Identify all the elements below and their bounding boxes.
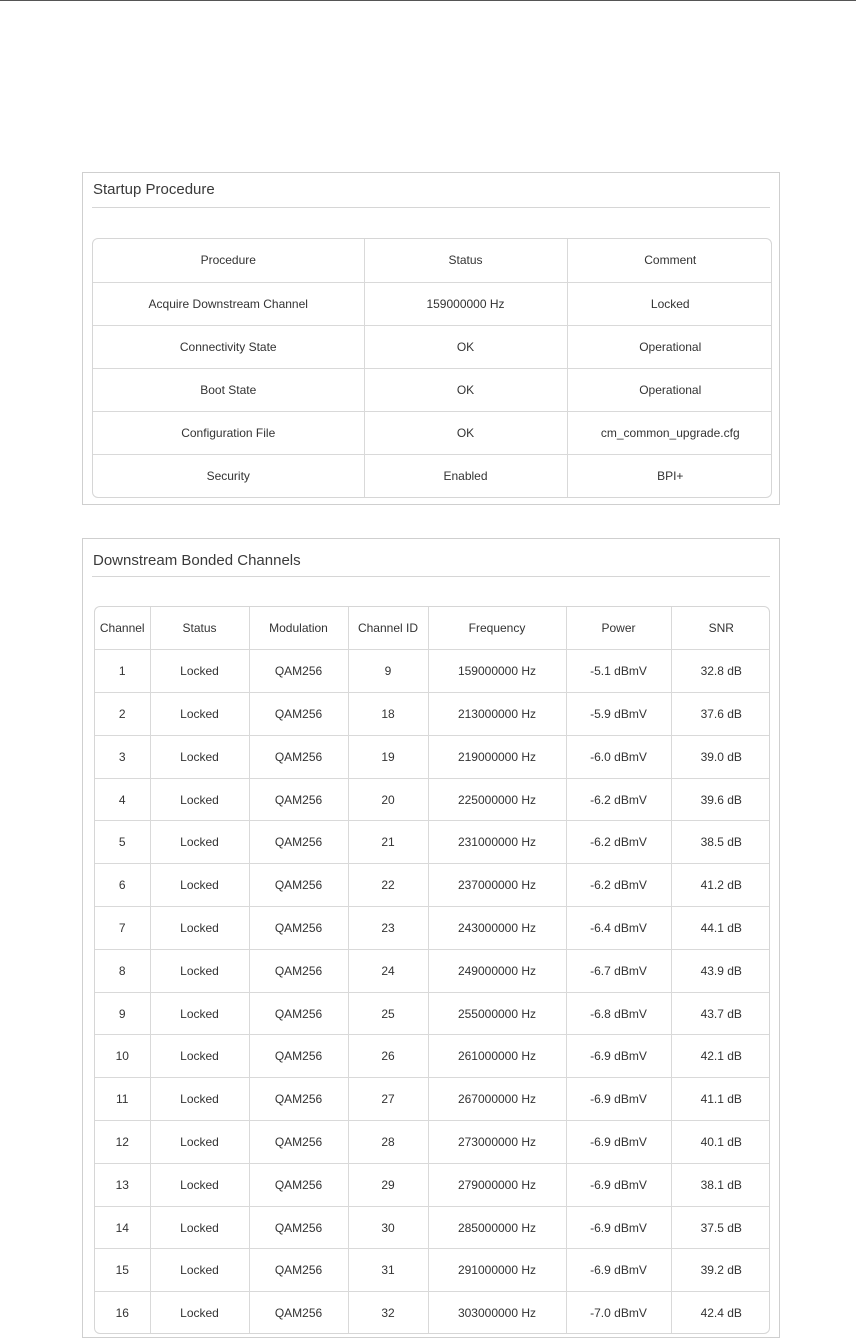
frequency-cell: 273000000 Hz [428, 1121, 566, 1164]
channel-id-cell: 27 [348, 1078, 428, 1121]
channel-id-cell: 24 [348, 949, 428, 992]
snr-cell: 43.9 dB [671, 949, 770, 992]
procedure-cell: Connectivity State [93, 325, 364, 368]
snr-cell: 40.1 dB [671, 1121, 770, 1164]
table-header-row [93, 239, 772, 282]
power-cell: -6.8 dBmV [566, 992, 671, 1035]
frequency-cell: 255000000 Hz [428, 992, 566, 1035]
table-row [95, 1163, 770, 1206]
snr-cell: 44.1 dB [671, 907, 770, 950]
modulation-cell: QAM256 [249, 1206, 348, 1249]
status-cell: Locked [150, 735, 249, 778]
channel-cell: 7 [95, 907, 150, 950]
power-cell: -6.2 dBmV [566, 821, 671, 864]
status-cell: Enabled [364, 454, 567, 497]
status-cell: Locked [150, 1249, 249, 1292]
column-header-channel-id: Channel ID [348, 607, 428, 650]
channel-id-cell: 32 [348, 1292, 428, 1334]
snr-cell: 39.6 dB [671, 778, 770, 821]
modulation-cell: QAM256 [249, 992, 348, 1035]
modulation-cell: QAM256 [249, 693, 348, 736]
table-row [93, 368, 772, 411]
table-row [95, 1249, 770, 1292]
top-divider [0, 0, 856, 1]
power-cell: -5.9 dBmV [566, 693, 671, 736]
frequency-cell: 291000000 Hz [428, 1249, 566, 1292]
channel-cell: 2 [95, 693, 150, 736]
snr-cell: 41.1 dB [671, 1078, 770, 1121]
startup-table-wrapper [92, 238, 772, 498]
downstream-channels-table [95, 607, 770, 1334]
table-row [93, 282, 772, 325]
procedure-cell: Security [93, 454, 364, 497]
modulation-cell: QAM256 [249, 1035, 348, 1078]
panel-divider [92, 207, 770, 208]
comment-cell: Operational [567, 368, 772, 411]
table-row [93, 454, 772, 497]
modulation-cell: QAM256 [249, 1121, 348, 1164]
status-cell: OK [364, 368, 567, 411]
comment-cell: BPI+ [567, 454, 772, 497]
frequency-cell: 303000000 Hz [428, 1292, 566, 1334]
channel-id-cell: 29 [348, 1163, 428, 1206]
comment-cell: cm_common_upgrade.cfg [567, 411, 772, 454]
modulation-cell: QAM256 [249, 1292, 348, 1334]
frequency-cell: 219000000 Hz [428, 735, 566, 778]
column-header-status: Status [364, 239, 567, 282]
channel-id-cell: 21 [348, 821, 428, 864]
channel-cell: 10 [95, 1035, 150, 1078]
snr-cell: 39.0 dB [671, 735, 770, 778]
channel-cell: 1 [95, 650, 150, 693]
frequency-cell: 213000000 Hz [428, 693, 566, 736]
power-cell: -6.9 dBmV [566, 1249, 671, 1292]
table-row [95, 907, 770, 950]
table-row [95, 992, 770, 1035]
table-row [93, 325, 772, 368]
status-cell: Locked [150, 1163, 249, 1206]
channel-id-cell: 20 [348, 778, 428, 821]
status-cell: Locked [150, 650, 249, 693]
status-cell: Locked [150, 949, 249, 992]
modulation-cell: QAM256 [249, 949, 348, 992]
table-row [95, 864, 770, 907]
snr-cell: 38.1 dB [671, 1163, 770, 1206]
power-cell: -6.7 dBmV [566, 949, 671, 992]
modulation-cell: QAM256 [249, 778, 348, 821]
column-header-snr: SNR [671, 607, 770, 650]
power-cell: -7.0 dBmV [566, 1292, 671, 1334]
channel-cell: 15 [95, 1249, 150, 1292]
channel-id-cell: 9 [348, 650, 428, 693]
column-header-status: Status [150, 607, 249, 650]
column-header-modulation: Modulation [249, 607, 348, 650]
frequency-cell: 249000000 Hz [428, 949, 566, 992]
power-cell: -5.1 dBmV [566, 650, 671, 693]
power-cell: -6.2 dBmV [566, 864, 671, 907]
downstream-bonded-channels-title: Downstream Bonded Channels [93, 552, 301, 569]
modulation-cell: QAM256 [249, 821, 348, 864]
snr-cell: 41.2 dB [671, 864, 770, 907]
power-cell: -6.9 dBmV [566, 1121, 671, 1164]
table-row [95, 1035, 770, 1078]
channel-cell: 5 [95, 821, 150, 864]
channel-id-cell: 31 [348, 1249, 428, 1292]
snr-cell: 39.2 dB [671, 1249, 770, 1292]
frequency-cell: 279000000 Hz [428, 1163, 566, 1206]
channel-id-cell: 23 [348, 907, 428, 950]
status-cell: Locked [150, 1206, 249, 1249]
modulation-cell: QAM256 [249, 1078, 348, 1121]
status-cell: Locked [150, 693, 249, 736]
table-row [95, 778, 770, 821]
channel-cell: 13 [95, 1163, 150, 1206]
frequency-cell: 231000000 Hz [428, 821, 566, 864]
frequency-cell: 285000000 Hz [428, 1206, 566, 1249]
table-row [95, 949, 770, 992]
table-row [93, 411, 772, 454]
table-row [95, 1206, 770, 1249]
modulation-cell: QAM256 [249, 864, 348, 907]
snr-cell: 32.8 dB [671, 650, 770, 693]
channel-cell: 8 [95, 949, 150, 992]
power-cell: -6.4 dBmV [566, 907, 671, 950]
power-cell: -6.9 dBmV [566, 1078, 671, 1121]
frequency-cell: 225000000 Hz [428, 778, 566, 821]
snr-cell: 43.7 dB [671, 992, 770, 1035]
modulation-cell: QAM256 [249, 1249, 348, 1292]
modulation-cell: QAM256 [249, 735, 348, 778]
panel-divider [92, 576, 770, 577]
snr-cell: 42.4 dB [671, 1292, 770, 1334]
power-cell: -6.9 dBmV [566, 1163, 671, 1206]
channel-cell: 6 [95, 864, 150, 907]
channel-cell: 3 [95, 735, 150, 778]
status-cell: Locked [150, 1292, 249, 1334]
table-row [95, 735, 770, 778]
channel-id-cell: 26 [348, 1035, 428, 1078]
modulation-cell: QAM256 [249, 1163, 348, 1206]
comment-cell: Locked [567, 282, 772, 325]
channel-cell: 16 [95, 1292, 150, 1334]
power-cell: -6.2 dBmV [566, 778, 671, 821]
channel-cell: 4 [95, 778, 150, 821]
status-cell: Locked [150, 1078, 249, 1121]
channel-id-cell: 30 [348, 1206, 428, 1249]
channel-cell: 14 [95, 1206, 150, 1249]
column-header-channel: Channel [95, 607, 150, 650]
comment-cell: Operational [567, 325, 772, 368]
status-cell: Locked [150, 864, 249, 907]
table-row [95, 1121, 770, 1164]
status-cell: Locked [150, 992, 249, 1035]
channel-id-cell: 28 [348, 1121, 428, 1164]
frequency-cell: 267000000 Hz [428, 1078, 566, 1121]
table-row [95, 1078, 770, 1121]
table-row [95, 1292, 770, 1334]
status-cell: OK [364, 411, 567, 454]
status-cell: Locked [150, 778, 249, 821]
status-cell: Locked [150, 1121, 249, 1164]
procedure-cell: Configuration File [93, 411, 364, 454]
startup-procedure-panel [82, 172, 780, 505]
frequency-cell: 261000000 Hz [428, 1035, 566, 1078]
downstream-bonded-channels-panel [82, 538, 780, 1338]
channel-id-cell: 25 [348, 992, 428, 1035]
table-header-row [95, 607, 770, 650]
status-cell: 159000000 Hz [364, 282, 567, 325]
column-header-comment: Comment [567, 239, 772, 282]
frequency-cell: 159000000 Hz [428, 650, 566, 693]
snr-cell: 42.1 dB [671, 1035, 770, 1078]
status-cell: Locked [150, 821, 249, 864]
modulation-cell: QAM256 [249, 650, 348, 693]
power-cell: -6.9 dBmV [566, 1035, 671, 1078]
frequency-cell: 237000000 Hz [428, 864, 566, 907]
channel-id-cell: 19 [348, 735, 428, 778]
startup-procedure-title: Startup Procedure [93, 181, 215, 198]
procedure-cell: Boot State [93, 368, 364, 411]
modulation-cell: QAM256 [249, 907, 348, 950]
table-row [95, 821, 770, 864]
power-cell: -6.0 dBmV [566, 735, 671, 778]
status-cell: Locked [150, 907, 249, 950]
power-cell: -6.9 dBmV [566, 1206, 671, 1249]
column-header-procedure: Procedure [93, 239, 364, 282]
procedure-cell: Acquire Downstream Channel [93, 282, 364, 325]
frequency-cell: 243000000 Hz [428, 907, 566, 950]
snr-cell: 38.5 dB [671, 821, 770, 864]
status-cell: OK [364, 325, 567, 368]
snr-cell: 37.6 dB [671, 693, 770, 736]
table-row [95, 693, 770, 736]
downstream-table-wrapper [94, 606, 770, 1334]
column-header-frequency: Frequency [428, 607, 566, 650]
channel-id-cell: 22 [348, 864, 428, 907]
channel-cell: 9 [95, 992, 150, 1035]
status-cell: Locked [150, 1035, 249, 1078]
channel-cell: 11 [95, 1078, 150, 1121]
channel-id-cell: 18 [348, 693, 428, 736]
column-header-power: Power [566, 607, 671, 650]
startup-procedure-table [93, 239, 772, 497]
snr-cell: 37.5 dB [671, 1206, 770, 1249]
channel-cell: 12 [95, 1121, 150, 1164]
table-row [95, 650, 770, 693]
